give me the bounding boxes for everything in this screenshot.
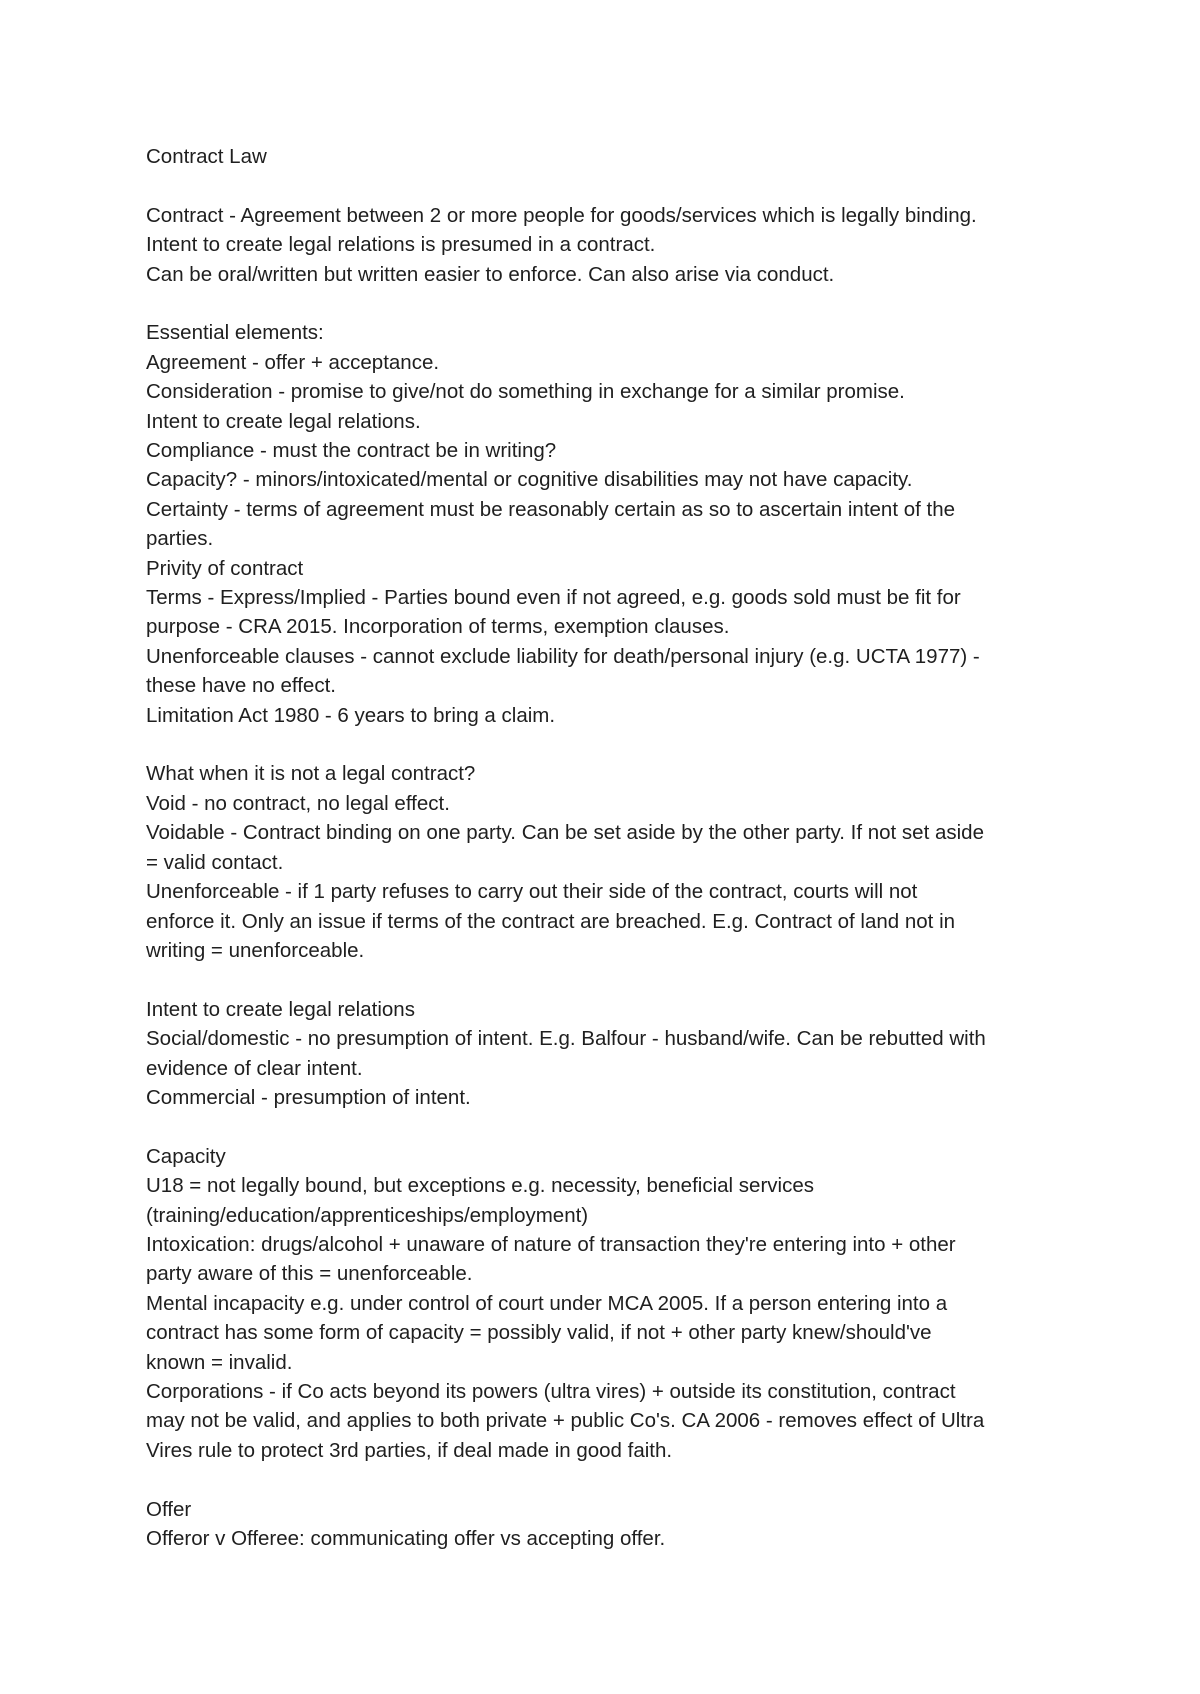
text-line: enforce it. Only an issue if terms of the contract are breached. E.g. Contract of land not in <box>146 909 956 933</box>
text-line: Void - no contract, no legal effect. <box>146 791 450 815</box>
text-line: evidence of clear intent. <box>146 1056 363 1080</box>
text-line: = valid contact. <box>146 850 284 874</box>
text-line: Consideration - promise to give/not do something in exchange for a similar promise. <box>146 380 905 404</box>
text-line: Vires rule to protect 3rd parties, if deal made in good faith. <box>146 1438 673 1462</box>
text-line: Essential elements: <box>146 321 324 345</box>
text-line: Privity of contract <box>146 556 304 580</box>
text-line: contract has some form of capacity = possibly valid, if not + other party knew/should've <box>146 1321 932 1345</box>
blank-line <box>146 965 1086 994</box>
text-line: Mental incapacity e.g. under control of court under MCA 2005. If a person entering into a <box>146 1291 948 1315</box>
text-line: Unenforceable clauses - cannot exclude liability for death/personal injury (e.g. UCTA 1977) - <box>146 644 980 668</box>
document-section <box>146 1142 1086 1465</box>
text-line: Terms - Express/Implied - Parties bound even if not agreed, e.g. goods sold must be fit for <box>146 586 961 610</box>
document-section <box>146 201 1086 289</box>
text-line: Corporations - if Co acts beyond its powers (ultra vires) + outside its constitution, contract <box>146 1379 956 1403</box>
text-line: Compliance - must the contract be in writing? <box>146 439 557 463</box>
text-line: Intent to create legal relations is presumed in a contract. <box>146 233 656 257</box>
text-line: Certainty - terms of agreement must be reasonably certain as so to ascertain intent of the <box>146 497 956 521</box>
blank-line <box>146 1112 1086 1141</box>
text-line: purpose - CRA 2015. Incorporation of terms, exemption clauses. <box>146 615 730 639</box>
text-line: Voidable - Contract binding on one party. Can be set aside by the other party. If not set aside <box>146 821 984 845</box>
text-line: Intent to create legal relations. <box>146 409 421 433</box>
text-line: (training/education/apprenticeships/employment) <box>146 1203 589 1227</box>
text-line: Limitation Act 1980 - 6 years to bring a claim. <box>146 703 556 727</box>
text-line: writing = unenforceable. <box>146 938 365 962</box>
text-line: may not be valid, and applies to both private + public Co's. CA 2006 - removes effect of Ultra <box>146 1409 985 1433</box>
text-line: Intent to create legal relations <box>146 997 415 1021</box>
document-body <box>146 142 1086 1553</box>
blank-line <box>146 730 1086 759</box>
blank-line <box>146 1465 1086 1494</box>
document-section <box>146 995 1086 1113</box>
document-section <box>146 1495 1086 1554</box>
document-title: Contract Law <box>146 145 267 168</box>
text-line: Offer <box>146 1497 192 1521</box>
text-line: Capacity <box>146 1144 226 1168</box>
text-line: parties. <box>146 527 214 551</box>
document-section <box>146 318 1086 730</box>
text-line: Contract - Agreement between 2 or more people for goods/services which is legally binding. <box>146 203 977 227</box>
text-line: Intoxication: drugs/alcohol + unaware of nature of transaction they're entering into + other <box>146 1232 956 1256</box>
text-line: Offeror v Offeree: communicating offer vs accepting offer. <box>146 1527 666 1550</box>
text-line: What when it is not a legal contract? <box>146 762 476 786</box>
text-line: U18 = not legally bound, but exceptions e.g. necessity, beneficial services <box>146 1174 814 1198</box>
document-section <box>146 759 1086 965</box>
text-line: party aware of this = unenforceable. <box>146 1262 473 1286</box>
text-line: known = invalid. <box>146 1350 293 1374</box>
text-line: Social/domestic - no presumption of intent. E.g. Balfour - husband/wife. Can be rebutted with <box>146 1027 986 1051</box>
blank-line <box>146 171 1086 200</box>
text-line: Unenforceable - if 1 party refuses to carry out their side of the contract, courts will not <box>146 880 918 904</box>
text-line: Commercial - presumption of intent. <box>146 1085 471 1109</box>
text-line: these have no effect. <box>146 674 336 698</box>
text-line: Can be oral/written but written easier to enforce. Can also arise via conduct. <box>146 262 835 286</box>
document-sections <box>146 201 1086 1554</box>
text-line: Capacity? - minors/intoxicated/mental or cognitive disabilities may not have capacity. <box>146 468 913 492</box>
blank-line <box>146 289 1086 318</box>
text-line: Agreement - offer + acceptance. <box>146 350 440 374</box>
